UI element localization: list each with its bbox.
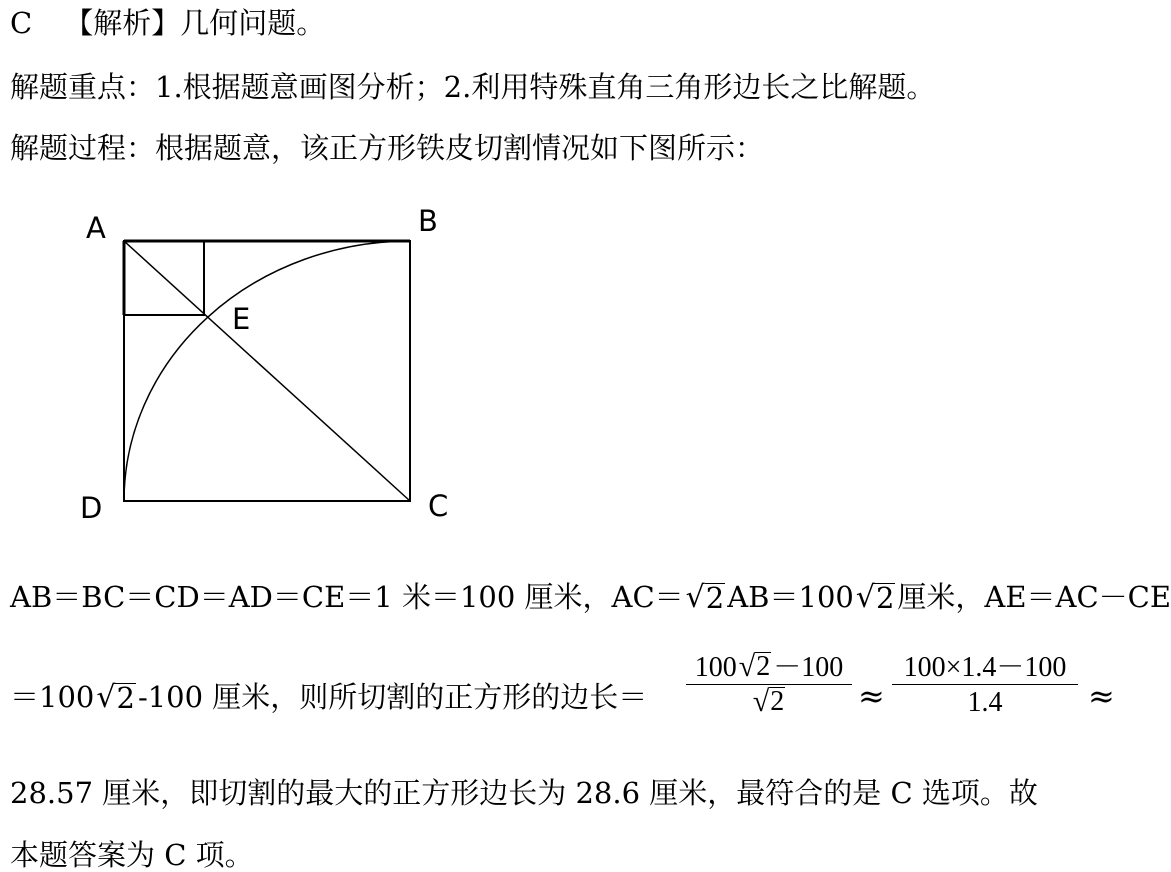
- key-points-line: 解题重点：1.根据题意画图分析；2.利用特殊直角三角形边长之比解题。: [10, 70, 936, 104]
- conclusion-line: 28.57 厘米，即切割的最大的正方形边长为 28.6 厘米，最符合的是 C 选项。故: [10, 776, 1038, 810]
- label-a: A: [86, 211, 106, 245]
- diagonal-ac: [124, 241, 410, 501]
- label-b: B: [418, 204, 438, 238]
- sqrt-2: √ 2: [96, 680, 135, 715]
- analysis-heading: 【解析】几何问题。: [64, 6, 326, 40]
- fraction-approx: $\frac{100\times 1.4-100}{1.4}$: [892, 652, 1078, 721]
- sqrt-2: √ 2: [855, 580, 895, 615]
- equation-line-2: ＝100 √ 2 -100 厘米，则所切割的正方形的边长＝: [10, 680, 648, 715]
- label-c: C: [428, 489, 449, 523]
- approx-symbol-1: ≈: [858, 677, 885, 715]
- approx-symbol-2: ≈: [1088, 677, 1115, 715]
- sqrt-2: √ 2: [752, 685, 785, 718]
- answer-letter: C: [10, 6, 33, 40]
- fraction-exact: 100 √ 2 －100 √ 2: [686, 652, 852, 721]
- final-answer-line: 本题答案为 C 项。: [10, 838, 254, 872]
- sqrt-2: √ 2: [738, 650, 771, 683]
- label-e: E: [232, 302, 251, 336]
- equation-line-1: AB＝BC＝CD＝AD＝CE＝1 米＝100 厘米，AC＝ √ 2 AB＝100 √ 2 厘米，AE＝AC－CE: [10, 580, 1171, 615]
- label-d: D: [80, 491, 103, 525]
- sqrt-2: √ 2: [685, 580, 725, 615]
- process-line: 解题过程：根据题意，该正方形铁皮切割情况如下图所示：: [10, 131, 765, 165]
